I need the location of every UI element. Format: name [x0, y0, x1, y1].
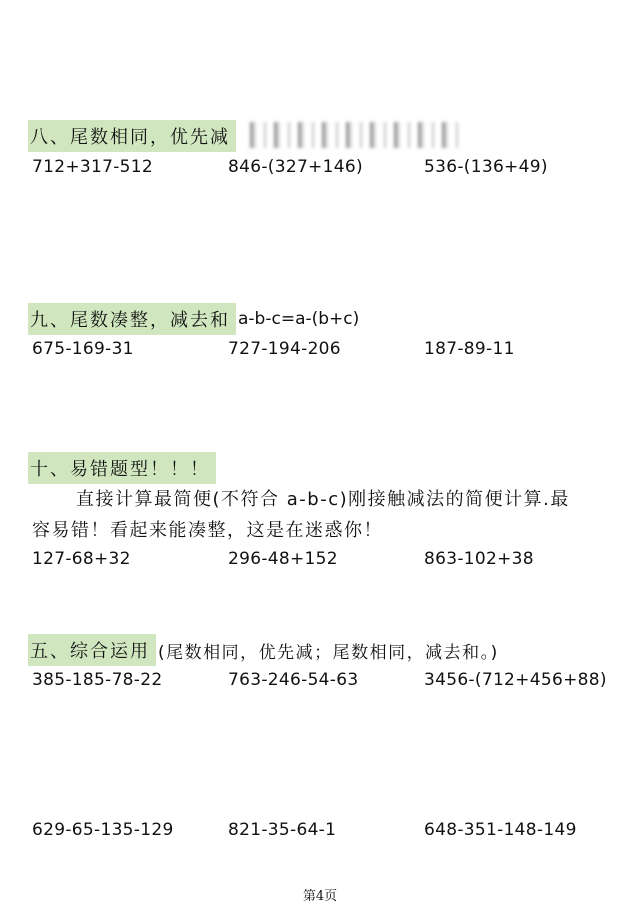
expression: 385-185-78-22 [32, 670, 163, 690]
expression: 648-351-148-149 [424, 820, 577, 840]
section-10-note-line-2: 容易错！看起来能凑整，这是在迷惑你！ [32, 520, 383, 541]
section-9-heading [28, 303, 359, 335]
expression: 821-35-64-1 [228, 820, 337, 840]
expression: 763-246-54-63 [228, 670, 359, 690]
section-10-highlight [28, 452, 216, 484]
section-10-note-line-1: 直接计算最简便(不符合 a-b-c)刚接触减法的简便计算.最 [76, 489, 570, 510]
expression: 3456-(712+456+88) [424, 670, 607, 690]
page-number: 第4页 [302, 889, 338, 904]
expression: 187-89-11 [424, 339, 515, 359]
expression: 127-68+32 [32, 549, 131, 569]
section-10-heading [28, 452, 216, 484]
expression: 629-65-135-129 [32, 820, 174, 840]
section-8-heading [28, 120, 236, 152]
expression: 712+317-512 [32, 157, 154, 177]
expression: 675-169-31 [32, 339, 134, 359]
section-9-highlight [28, 303, 236, 335]
blurred-watermark [250, 122, 460, 148]
section-5-title: 五、综合运用 [30, 641, 150, 662]
expression: 863-102+38 [424, 549, 534, 569]
section-8-title: 八、尾数相同，优先减 [30, 127, 230, 148]
expression: 296-48+152 [228, 549, 338, 569]
section-8-highlight [28, 120, 236, 152]
section-9-title: 九、尾数凑整，减去和 [30, 310, 230, 331]
expression: 536-(136+49) [424, 157, 548, 177]
section-5-subtitle: (尾数相同，优先减；尾数相同，减去和。) [158, 642, 499, 663]
section-5-highlight [28, 634, 156, 666]
section-9-formula: a-b-c=a-(b+c) [238, 309, 360, 329]
expression: 727-194-206 [228, 339, 341, 359]
section-10-title: 十、易错题型！！！ [30, 459, 210, 480]
expression: 846-(327+146) [228, 157, 363, 177]
section-5-heading [28, 634, 499, 666]
